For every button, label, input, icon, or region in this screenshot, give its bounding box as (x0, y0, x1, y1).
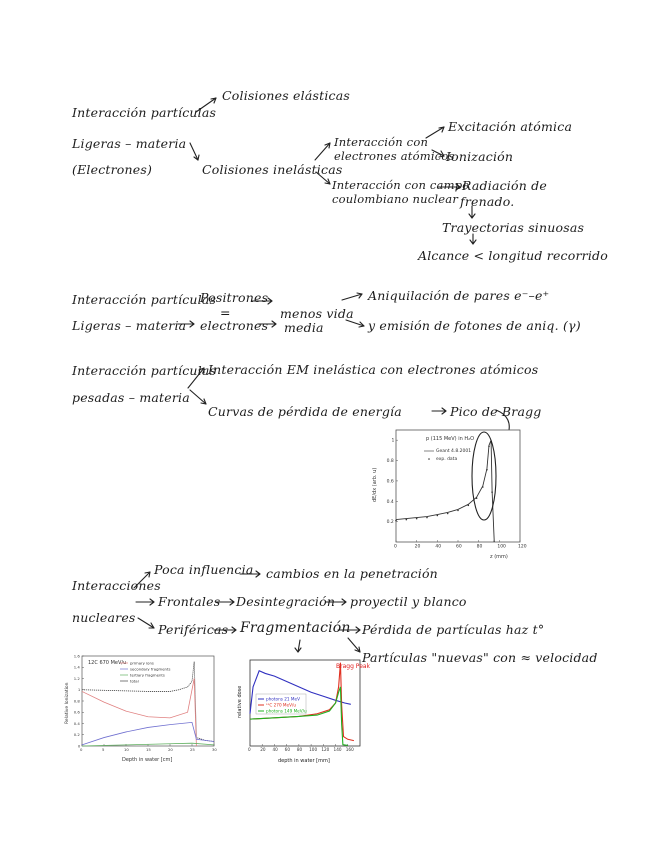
bragg-peak-label: Pico de Bragg (450, 404, 542, 419)
exp-data-point (406, 519, 408, 521)
chart1-xlabel: z (mm) (490, 554, 508, 560)
y-tick-label: 0.6 (73, 709, 80, 715)
chart3-legend (256, 694, 307, 714)
x-tick-label: 20 (414, 544, 421, 550)
x-tick-label: 30 (212, 746, 217, 752)
x-tick-label: 160 (345, 747, 354, 753)
legend-photons: photons 21 MeV (266, 696, 300, 702)
excitation: Excitación atómica (448, 119, 573, 134)
s2-left-line1: Interacción partículas (72, 292, 217, 307)
s2-left-line2: Ligeras – materia (72, 318, 187, 333)
x-tick-label: 10 (124, 746, 129, 752)
carbon-ionization-chart (62, 652, 220, 764)
x-tick-label: 120 (518, 544, 527, 550)
exp-data-point (457, 510, 459, 512)
x-tick-label: 120 (321, 747, 330, 753)
s1-left-line3: (Electrones) (72, 162, 153, 177)
x-tick-label: 0 (248, 747, 251, 753)
legend-carbon: ¹²C 270 MeV/u (266, 702, 297, 708)
x-tick-label: 0 (80, 746, 83, 752)
annihilation: Aniquilación de pares e⁻–e⁺ (368, 288, 550, 303)
em-interaction: Interacción EM inelástica con electrones atómicos (208, 362, 539, 377)
exp-data-point (416, 518, 418, 520)
legend-geant: Geant 4.8.2001 (436, 449, 472, 454)
y-tick-label: 0.4 (386, 499, 394, 505)
y-tick-label: 1 (391, 438, 395, 444)
exp-data-point (395, 520, 397, 522)
radiation-1: Radiación de (462, 178, 547, 193)
chart3-ylabel: relative dose (237, 685, 243, 718)
x-tick-label: 0 (394, 544, 397, 550)
disintegration: Desintegración (236, 594, 336, 609)
radiation-2: frenado. (460, 194, 515, 209)
little-influence: Poca influencia (154, 562, 254, 577)
y-tick-label: 0.8 (73, 698, 80, 704)
projectile-target: proyectil y blanco (350, 594, 467, 609)
y-tick-label: 0.4 (73, 720, 80, 726)
chart2-xlabel: Depth in water [cm] (122, 757, 173, 763)
x-tick-label: 100 (309, 747, 318, 753)
x-tick-label: 100 (497, 544, 506, 550)
y-tick-label: 0.6 (386, 479, 394, 485)
y-tick-label: 0.2 (73, 732, 80, 738)
x-tick-label: 20 (168, 746, 173, 752)
x-tick-label: 20 (260, 747, 266, 753)
range-relation: Alcance < longitud recorrido (418, 248, 608, 263)
legend-total: total (130, 678, 139, 684)
peripheral: Periféricas (158, 622, 229, 637)
s1-left-line2: Ligeras – materia (72, 136, 187, 151)
y-tick-label: 1 (77, 687, 81, 693)
elastic-collisions: Colisiones elásticas (222, 88, 351, 103)
exp-data-point (468, 505, 470, 507)
energy-loss-curves: Curvas de pérdida de energía (208, 404, 402, 419)
interaction-field-2: coulombiano nuclear (332, 192, 459, 206)
interaction-electrons-1: Interacción con (334, 135, 429, 149)
new-particles: Partículas "nuevas" con ≈ velocidad (362, 650, 598, 665)
dose-comparison-chart (234, 656, 371, 766)
photon-emission: y emisión de fotones de aniq. (γ) (368, 318, 581, 333)
equals-sign: = (220, 305, 231, 320)
interaction-electrons-2: electrones atómicos (334, 149, 455, 163)
exp-data-point (437, 515, 439, 517)
x-tick-label: 40 (435, 544, 442, 550)
chart1-title: p (115 MeV) in H₂O (426, 436, 475, 442)
x-tick-label: 140 (333, 747, 342, 753)
x-tick-label: 40 (272, 747, 278, 753)
exp-data-point (491, 491, 493, 493)
chart2-ylabel: Relative Ionization (65, 682, 70, 724)
chart2-annotation: 12C 670 MeV/u (88, 660, 127, 666)
exp-data-point (488, 445, 490, 447)
s4-left-line2: nucleares (72, 610, 136, 625)
positrons: Positrones (200, 290, 269, 305)
x-tick-label: 80 (476, 544, 483, 550)
x-tick-label: 5 (102, 746, 105, 752)
legend-exp: exp. data (436, 457, 458, 462)
ionization: Ionización (446, 149, 514, 164)
less-life: menos vida (280, 306, 354, 321)
particle-loss: Pérdida de partículas haz t° (362, 622, 545, 637)
s1-left-line1: Interacción partículas (72, 105, 217, 120)
exp-data-point (482, 486, 484, 488)
s3-left-line1: Interacción partículas (72, 363, 217, 378)
exp-data-point (493, 540, 495, 542)
inelastic-collisions: Colisiones inelásticas (202, 162, 343, 177)
y-tick-label: 1.6 (73, 653, 80, 659)
x-tick-label: 60 (456, 544, 462, 550)
media: media (284, 320, 324, 335)
exp-data-point (486, 469, 488, 471)
legend-protons: photons 149 MeV/u (266, 708, 307, 714)
legend-primary: primary ions (130, 660, 154, 666)
trajectories: Trayectorias sinuosas (442, 220, 585, 235)
x-tick-label: 60 (284, 747, 291, 753)
legend-tertiary: tertiary fragments (130, 672, 165, 678)
plot-frame (396, 430, 520, 542)
legend-secondary: secondary fragments (130, 666, 171, 672)
chart1-ylabel: dE/dx (arb. u) (372, 467, 378, 502)
y-tick-label: 0 (77, 743, 81, 749)
frontal: Frontales (158, 594, 221, 609)
y-tick-label: 1.4 (73, 664, 80, 670)
bragg-peak-annotation: Bragg Peak (336, 663, 371, 670)
x-tick-label: 25 (190, 746, 195, 752)
fragmentation: Fragmentación (240, 620, 351, 636)
exp-data-point (426, 517, 428, 519)
penetration-changes: cambios en la penetración (266, 566, 438, 581)
s3-left-line2: pesadas – materia (72, 390, 190, 405)
s4-left-line1: Interacciones (72, 578, 161, 593)
electrons: electrones (200, 318, 269, 333)
chart3-xlabel: depth in water [mm] (278, 758, 330, 764)
exp-data-point (447, 513, 449, 515)
y-tick-label: 1.2 (73, 675, 80, 681)
y-tick-label: 0.2 (386, 520, 394, 526)
x-tick-label: 80 (296, 747, 303, 753)
proton-bragg-chart (366, 424, 526, 564)
y-tick-label: 0.8 (386, 459, 394, 465)
exp-data-point (476, 497, 478, 499)
x-tick-label: 15 (146, 746, 151, 752)
interaction-field-1: Interacción con campo (332, 178, 470, 192)
